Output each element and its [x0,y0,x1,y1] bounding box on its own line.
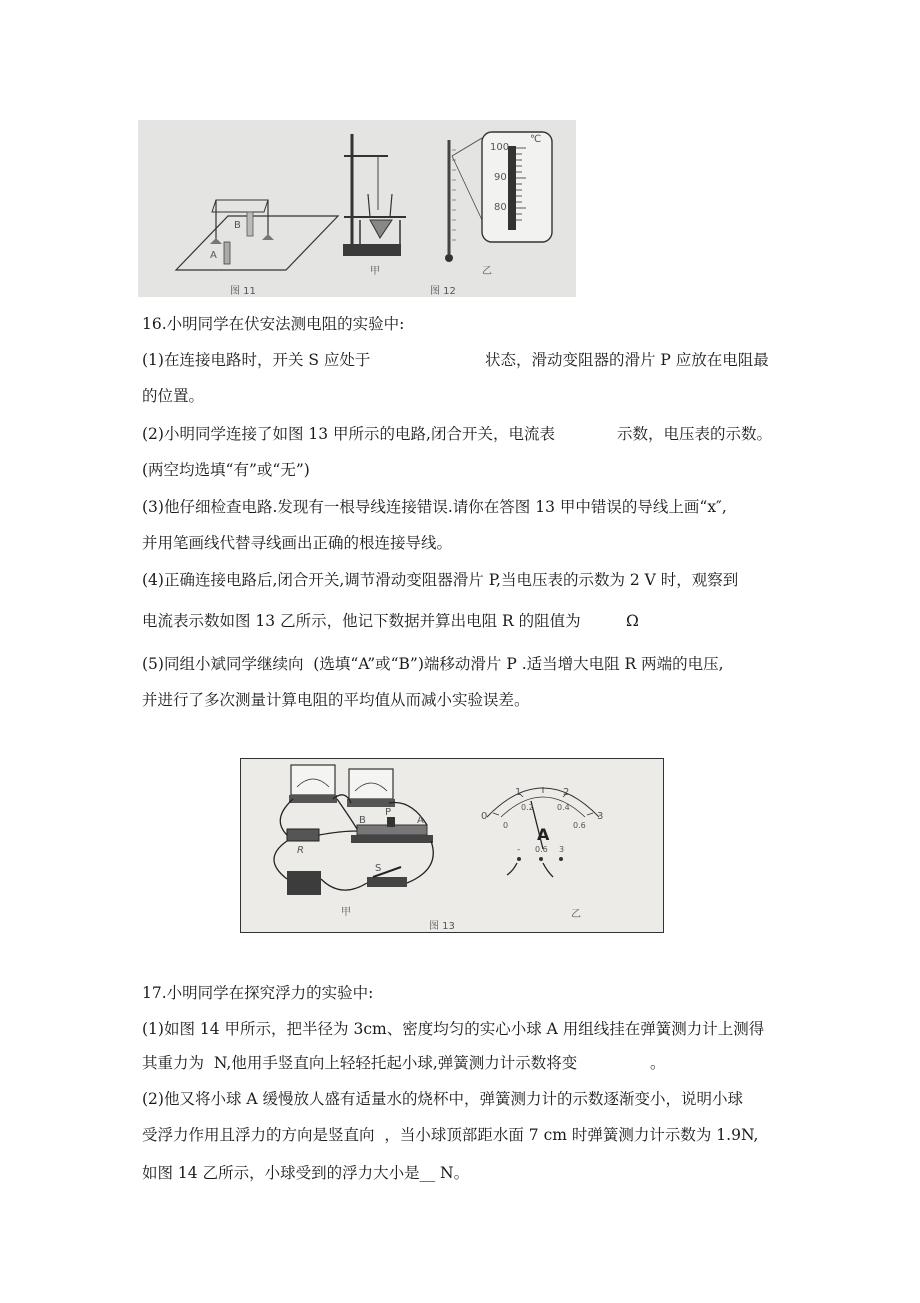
q16-p5b: 并进行了多次测量计算电阻的平均值从而减小实验误差。 [142,691,530,709]
terminal-3: 3 [559,845,565,854]
scale-outer-1: 1 [515,787,522,798]
fig13-label-S: S [375,863,382,874]
q16-p2c: (两空均选填“有”或“无”) [142,461,310,479]
figure-11-12 [138,120,576,297]
q16-p4a: (4)正确连接电路后,闭合开关,调节滑动变阻器滑片 P,当电压表的示数为 2 V 时，观察到 [142,571,739,589]
fig13-label-B: B [359,815,366,826]
terminal-minus: - [517,845,521,855]
ammeter-letter: A [537,825,550,844]
fig13-label-yi: 乙 [571,909,581,920]
figure-11-12-drawing [138,120,576,297]
q17-p2a: (2)他又将小球 A 缓慢放人盛有适量水的烧杯中，弹簧测力计的示数逐渐变小，说明小球 [142,1090,744,1108]
q16-p1c: 的位置。 [142,387,205,405]
q17-p1a: (1)如图 14 甲所示，把半径为 3cm、密度均匀的实心小球 A 用组线挂在弹簧测力计上测得 [142,1020,765,1038]
scale-outer-0: 0 [481,811,488,822]
q16-p2b: 示数，电压表的示数。 [617,425,773,443]
q17-p2b: 受浮力作用且浮力的方向是竖直向 ，当小球顶部距水面 7 cm 时弹簧测力计示数为 1.9N, [142,1126,759,1144]
scale-outer-3: 3 [597,811,604,822]
figure-13-drawing [241,759,663,932]
q16-p2a: (2)小明同学连接了如图 13 甲所示的电路,闭合开关，电流表 [142,425,555,443]
q16-p4c: Ω [626,612,639,630]
scale-unit: ℃ [530,134,542,145]
fig13-label-A-terminal: A [417,815,424,826]
label-A: A [210,250,217,261]
q17-p1b: 其重力为 N,他用手竖直向上轻轻托起小球,弹簧测力计示数将变 [142,1054,578,1072]
label-yi: 乙 [482,266,492,277]
caption-fig11: 图 11 [230,286,256,297]
fig13-label-P: P [385,807,392,818]
q16-p5a: (5)同组小斌同学继续向 (选填“A”或“B”)端移动滑片 P .适当增大电阻 R 两端的电压, [142,655,724,673]
scale-inner-0: 0 [503,821,509,830]
scale-inner-02: 0.2 [521,803,534,812]
q17-p2c: 如图 14 乙所示，小球受到的浮力大小是__ N。 [142,1164,470,1182]
terminal-06: 0.6 [535,845,548,854]
q16-p1b: 状态，滑动变阻器的滑片 P 应放在电阻最 [485,351,769,369]
fig13-label-jia: 甲 [341,907,351,918]
label-B: B [234,220,241,231]
scale-outer-2: 2 [563,787,570,798]
fig13-label-R: R [297,845,304,856]
q16-p4b: 电流表示数如图 13 乙所示，他记下数据并算出电阻 R 的阻值为 [142,612,581,630]
scale-90: 90 [494,172,507,183]
scale-inner-06: 0.6 [573,821,586,830]
fig13-caption: 图 13 [429,921,455,932]
scale-100: 100 [490,142,510,153]
scale-inner-04: 0.4 [557,803,570,812]
q16-p3a: (3)他仔细检查电路.发现有一根导线连接错误.请你在答图 13 甲中错误的导线上画“x″, [142,498,727,516]
q17-title: 17.小明同学在探究浮力的实验中: [142,984,374,1002]
q16-p1a: (1)在连接电路时，开关 S 应处于 [142,351,371,369]
scale-80: 80 [494,202,507,213]
caption-fig12: 图 12 [430,286,456,297]
figure-13 [240,758,664,933]
label-jia: 甲 [370,266,380,277]
q16-p3b: 并用笔画线代替寻线画出正确的根连接导线。 [142,534,453,552]
q17-p1c: 。 [650,1054,666,1072]
q16-title: 16.小明同学在伏安法测电阻的实验中: [142,315,405,333]
